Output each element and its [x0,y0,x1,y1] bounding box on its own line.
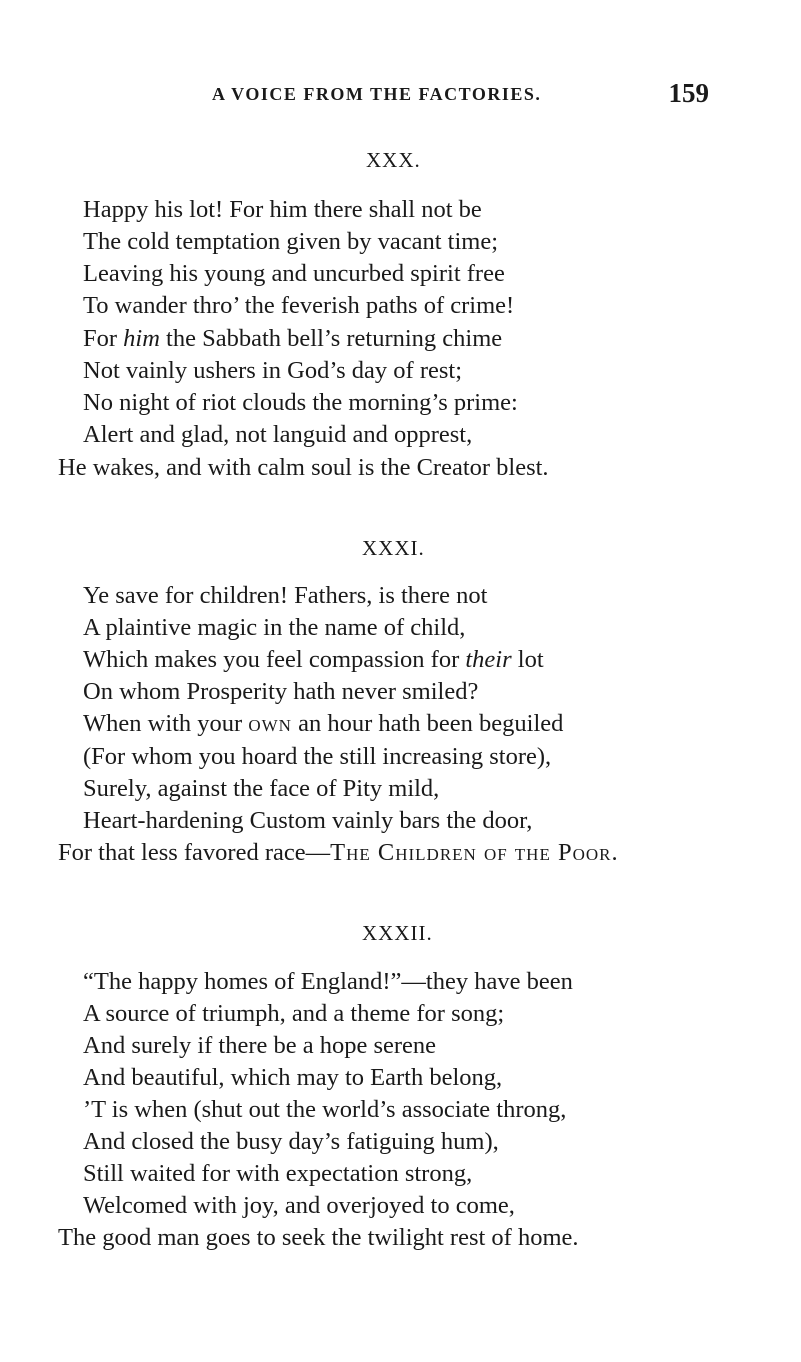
verse-line-small-caps: When with your own an hour hath been beguiled [83,710,564,737]
verse-line: He wakes, and with calm soul is the Creator blest. [58,454,549,481]
verse-line: The cold temptation given by vacant time; [83,228,499,255]
verse-line: ’T is when (shut out the world’s associate throng, [83,1096,567,1123]
stanza-number: XXXII. [362,921,433,945]
verse-line: On whom Prosperity hath never smiled? [83,678,479,705]
verse-line: Surely, against the face of Pity mild, [83,775,440,802]
verse-line-emphasis: Which makes you feel compassion for their lot [83,646,544,673]
stanza-number: XXX. [366,148,421,172]
verse-line: And surely if there be a hope serene [83,1032,437,1059]
verse-line: Alert and glad, not languid and opprest, [83,421,473,448]
page-number: 159 [668,78,709,108]
verse-line: (For whom you hoard the still increasing store), [83,743,552,770]
verse-line: A source of triumph, and a theme for song; [83,1000,505,1027]
small-caps-word: own [248,710,292,737]
verse-line: To wander thro’ the feverish paths of crime! [83,292,515,319]
verse-line: And closed the busy day’s fatiguing hum), [83,1128,499,1155]
small-caps-phrase: The Children of the Poor. [330,839,619,866]
verse-line-small-caps: For that less favored race—The Children of the Poor. [58,839,619,866]
emphasis-word: him [123,325,160,352]
running-title: A VOICE FROM THE FACTORIES. [212,84,542,104]
verse-line: Welcomed with joy, and overjoyed to come, [83,1192,515,1219]
verse-line: Heart-hardening Custom vainly bars the door, [83,807,533,834]
verse-line: Ye save for children! Fathers, is there not [83,582,488,609]
verse-line: And beautiful, which may to Earth belong, [83,1064,503,1091]
verse-line: A plaintive magic in the name of child, [83,614,466,641]
running-head [212,78,709,110]
verse-line: Leaving his young and uncurbed spirit free [83,260,505,287]
verse-line: “The happy homes of England!”—they have been [83,968,573,995]
emphasis-word: their [465,646,512,673]
stanza-number: XXXI. [362,536,425,560]
verse-line-emphasis: For him the Sabbath bell’s returning chime [83,325,503,352]
verse-line: Still waited for with expectation strong, [83,1160,473,1187]
verse-line: No night of riot clouds the morning’s prime: [83,389,518,416]
verse-line: Happy his lot! For him there shall not be [83,196,482,223]
verse-line: The good man goes to seek the twilight rest of home. [58,1224,579,1251]
verse-line: Not vainly ushers in God’s day of rest; [83,357,463,384]
